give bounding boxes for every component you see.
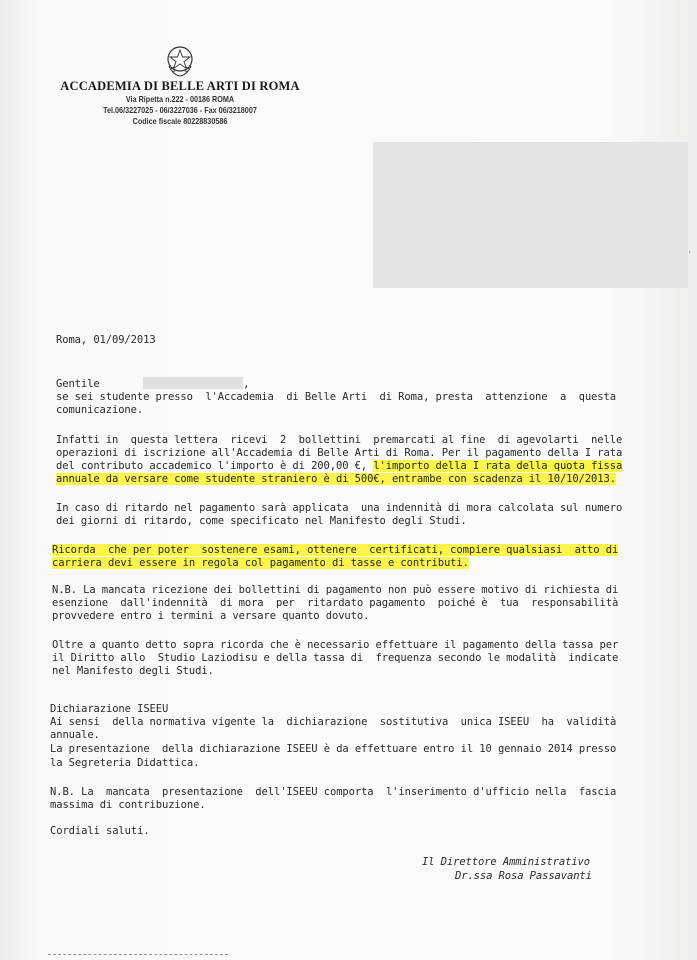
letter-date: Roma, 01/09/2013 [56, 334, 156, 346]
paragraph-5-line-2: esenzione dall'indennità di mora per ritardato pagamento poiché è tua responsabilità [52, 597, 619, 609]
paragraph-4-line-2-highlight: carriera devi essere in regola col pagamento di tasse e contributi. [52, 557, 469, 569]
paragraph-5-line-3: provvedere entro i termini a versare quanto dovuto. [52, 610, 370, 622]
paragraph-6-line-3: nel Manifesto degli Studi. [52, 665, 214, 677]
institution-tax-code: Codice fiscale 80228830586 [132, 116, 228, 126]
footer-divider [48, 954, 228, 956]
paragraph-6-line-2: il Diritto allo Studio Laziodisu e della tassa di frequenza secondo le modalità indicate [52, 652, 619, 664]
paragraph-7-line-3: La presentazione della dichiarazione ISEEU è da effettuare entro il 10 gennaio 2014 presso [50, 743, 617, 755]
greeting [56, 377, 249, 390]
paragraph-2-line-2: operazioni di iscrizione all'Accademia di Belle Arti di Roma. Per il pagamento della I rata [56, 447, 623, 459]
paragraph-5-line-1: N.B. La mancata ricezione dei bollettini di pagamento non può essere motivo di richiesta di [52, 584, 619, 596]
paragraph-1-line-1: se sei studente presso l'Accademia di Belle Arti di Roma, presta attenzione a questa [56, 391, 616, 403]
paragraph-2-line-4 [56, 473, 616, 485]
paragraph-1-line-2: comunicazione. [56, 404, 144, 416]
paragraph-8-line-1: N.B. La mancata presentazione dell'ISEEU comporta l'inserimento d'ufficio nella fascia [50, 786, 617, 798]
paragraph-2-line-3-plain: del contributo accademico l'importo è di 200,00 €, [56, 460, 374, 472]
paragraph-2-line-4-highlight: annuale da versare come studente straniero è di 500€, entrambe con scadenza il 10/10/2013. [56, 473, 616, 485]
recipient-address-redacted [373, 142, 688, 288]
letterhead [60, 44, 300, 127]
institution-phone: Tel.06/3227025 - 06/3227036 - Fax 06/3218007 [103, 105, 257, 115]
paragraph-8-line-2: massima di contribuzione. [50, 799, 206, 811]
stray-mark: , [688, 247, 692, 254]
paragraph-3-line-2: dei giorni di ritardo, come specificato nel Manifesto degli Studi. [56, 515, 467, 527]
paragraph-2-line-3-highlight: l'importo della I rata della quota fissa [373, 460, 623, 472]
greeting-comma: , [243, 378, 250, 390]
paragraph-7-line-4: la Segreteria Didattica. [50, 757, 200, 769]
paragraph-2-line-3 [56, 460, 622, 472]
paragraph-4-line-2 [52, 557, 469, 569]
greeting-word: Gentile [56, 378, 100, 390]
recipient-name-redacted [143, 377, 243, 389]
signer-title: Il Direttore Amministrativo [422, 856, 590, 868]
iseeu-heading: Dichiarazione ISEEU [50, 703, 169, 715]
institution-address: Via Ripetta n.222 - 00186 ROMA [125, 94, 235, 104]
paragraph-7-line-1: Ai sensi della normativa vigente la dichiarazione sostitutiva unica ISEEU ha validità [50, 716, 617, 728]
paragraph-6-line-1: Oltre a quanto detto sopra ricorda che è necessario effettuare il pagamento della tassa per [52, 639, 619, 651]
institution-name: ACCADEMIA DI BELLE ARTI DI ROMA [60, 79, 300, 93]
paragraph-3-line-1: In caso di ritardo nel pagamento sarà applicata una indennità di mora calcolata sul numero [56, 502, 623, 514]
closing: Cordiali saluti. [50, 825, 150, 837]
paragraph-4-line-1-highlight: Ricorda che per poter sostenere esami, ottenere certificati, compiere qualsiasi atto di [52, 544, 619, 556]
republic-emblem-icon [165, 44, 195, 78]
signer-name: Dr.ssa Rosa Passavanti [455, 870, 592, 882]
paragraph-4-line-1 [52, 544, 618, 556]
paragraph-7-line-2: annuale. [50, 729, 100, 741]
paragraph-2-line-1: Infatti in questa lettera ricevi 2 bollettini premarcati al fine di agevolarti nelle [56, 434, 623, 446]
